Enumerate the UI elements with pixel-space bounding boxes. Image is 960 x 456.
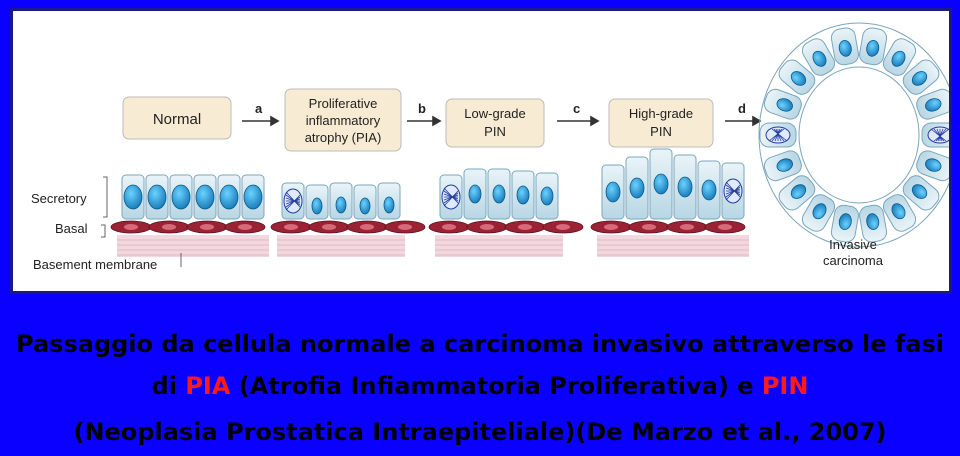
label-basal: Basal — [55, 221, 88, 236]
caption-pia: PIA — [185, 372, 231, 400]
stage-highgrade — [609, 99, 713, 147]
basal-nucleus — [200, 224, 214, 230]
tissue-pia — [271, 183, 425, 257]
basement-membrane — [597, 235, 749, 257]
tissue-highgrade — [591, 149, 749, 257]
nucleus — [517, 186, 529, 204]
tissue-lowgrade — [429, 169, 583, 257]
stage-lowgrade — [446, 99, 544, 147]
stage-pia-label-2: inflammatory — [305, 113, 381, 128]
nucleus — [654, 174, 668, 194]
arrow-label-d: d — [738, 101, 746, 116]
arrow-label-c: c — [573, 101, 581, 116]
stage-pia-label-3: atrophy (PIA) — [304, 130, 382, 145]
carcinoma-cell — [760, 123, 796, 147]
basal-nucleus — [284, 224, 298, 230]
nucleus — [678, 177, 692, 197]
caption-line-1: Passaggio da cellula normale a carcinoma invasivo attraverso le fasi — [16, 330, 944, 358]
progression-diagram — [13, 11, 949, 291]
basal-nucleus — [124, 224, 138, 230]
basal-nucleus — [322, 224, 336, 230]
label-basement-membrane: Basement membrane — [33, 257, 158, 272]
nucleus — [493, 185, 505, 203]
basal-nucleus — [162, 224, 176, 230]
nucleus — [360, 198, 370, 214]
nucleus — [702, 180, 716, 200]
basal-nucleus — [480, 224, 494, 230]
ring-lumen — [799, 67, 919, 203]
stage-pia-label-1: Proliferative — [308, 96, 378, 111]
caption-line-2-pre: di — [151, 372, 186, 400]
basement-membrane — [435, 235, 563, 257]
nucleus — [541, 187, 553, 205]
arrow-label-a: a — [255, 101, 263, 116]
basal-nucleus — [604, 224, 618, 230]
figure-panel — [10, 8, 952, 294]
basal-nucleus — [718, 224, 732, 230]
nucleus — [220, 185, 238, 209]
tissue-normal — [111, 175, 269, 257]
nucleus — [196, 185, 214, 209]
stage-highgrade-label-1: High-grade — [628, 106, 694, 121]
stage-normal — [123, 97, 231, 139]
basal-nucleus — [518, 224, 532, 230]
stage-highgrade-label-2: PIN — [650, 124, 672, 139]
label-invasive-2: carcinoma — [823, 253, 883, 268]
basal-nucleus — [642, 224, 656, 230]
arrow-label-b: b — [418, 101, 426, 116]
nucleus — [312, 198, 322, 214]
nucleus — [469, 185, 481, 203]
nucleus — [384, 197, 394, 213]
stage-lowgrade-label-1: Low-grade — [464, 106, 526, 121]
stage-lowgrade-label-2: PIN — [484, 124, 506, 139]
basal-nucleus — [360, 224, 374, 230]
label-secretory: Secretory — [31, 191, 87, 206]
nucleus — [606, 182, 620, 202]
basement-membrane — [277, 235, 405, 257]
invasive-carcinoma-ring — [759, 23, 949, 247]
basal-nucleus — [556, 224, 570, 230]
basal-nucleus — [398, 224, 412, 230]
nucleus — [124, 185, 142, 209]
basal-nucleus — [680, 224, 694, 230]
label-invasive-1: Invasive — [829, 237, 877, 252]
basal-nucleus — [238, 224, 252, 230]
nucleus — [336, 197, 346, 213]
nucleus — [630, 178, 644, 198]
carcinoma-cell — [922, 123, 949, 147]
basement-membrane — [117, 235, 269, 257]
stage-normal-label: Normal — [152, 111, 202, 128]
nucleus — [172, 185, 190, 209]
caption-line-3: (Neoplasia Prostatica Intraepiteliale)(De Marzo et al., 2007) — [73, 418, 887, 446]
stage-pia — [285, 89, 401, 151]
caption-pin: PIN — [761, 372, 809, 400]
nucleus — [148, 185, 166, 209]
basal-nucleus — [442, 224, 456, 230]
caption-line-2 — [0, 372, 960, 400]
nucleus — [244, 185, 262, 209]
caption-line-2-mid: (Atrofia Infiammatoria Proliferativa) e — [230, 372, 762, 400]
